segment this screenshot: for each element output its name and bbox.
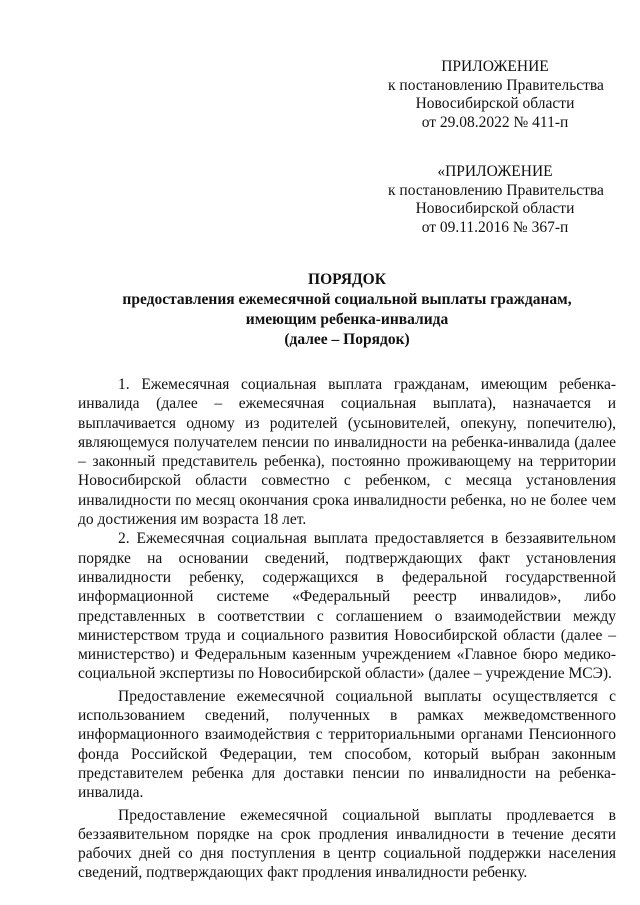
paragraph: Предоставление ежемесячной социальной выплаты продлевается в беззаявительном порядке на срок продления инвалидности в течение десяти рабочих дней со дня поступления в центр социальной поддержки населения сведений, подтверждающих факт продления инвалидности ребенку.: [78, 806, 616, 882]
appendix-line: к постановлению Правительства: [388, 181, 604, 199]
document-title: [78, 270, 616, 350]
appendix-line: Новосибирской области: [415, 200, 575, 217]
paragraph: 2. Ежемесячная социальная выплата предоставляется в беззаявительном порядке на основании сведений, подтверждающих факт установления инвалидности ребенку, содержащихся в федеральной государственной информационной системе «Федеральный реестр инвалидов», либо представленных в соответствии с соглашением о взаимодействии между министерством труда и социального развития Новосибирской области (далее – министерство) и Федеральным казенным учреждением «Главное бюро медико-социальной экспертизы по Новосибирской области» (далее – учреждение МСЭ).: [78, 530, 616, 683]
appendix-header-current: [388, 58, 602, 132]
appendix-header-prior: [388, 163, 602, 237]
paragraph: 1. Ежемесячная социальная выплата гражданам, имеющим ребенка-инвалида (далее – ежемесячная социальная выплата), назначается и выплачивается одному из родителей (усыновителей, опекуну, попечителю), являющемуся получателем пенсии по инвалидности на ребенка-инвалида (далее – законный представитель ребенка), постоянно проживающему на территории Новосибирской области совместно с ребенком, с месяца установления инвалидности по месяц окончания срока инвалидности ребенка, но не более чем до достижения им возраста 18 лет.: [78, 376, 616, 529]
title-line: предоставления ежемесячной социальной выплаты гражданам,: [122, 291, 572, 308]
appendix-line: к постановлению Правительства: [388, 76, 604, 94]
appendix-date-number: от 29.08.2022 № 411-п: [421, 113, 569, 131]
title-main: ПОРЯДОК: [308, 271, 386, 288]
appendix-date-number: от 09.11.2016 № 367-п: [421, 218, 569, 236]
appendix-heading: ПРИЛОЖЕНИЕ: [441, 58, 549, 75]
title-line: имеющим ребенка-инвалида: [245, 311, 449, 328]
appendix-heading: «ПРИЛОЖЕНИЕ: [437, 163, 553, 180]
title-line: (далее – Порядок): [284, 331, 410, 348]
appendix-line: Новосибирской области: [415, 95, 575, 112]
paragraph: Предоставление ежемесячной социальной выплаты осуществляется с использованием сведений, полученных в рамках межведомственного информационного взаимодействия с территориальными органами Пенсионного фонда Российской Федерации, тем способом, который выбран законным представителем ребенка для доставки пенсии по инвалидности на ребенка-инвалида.: [78, 687, 616, 802]
document-body: [78, 375, 616, 883]
